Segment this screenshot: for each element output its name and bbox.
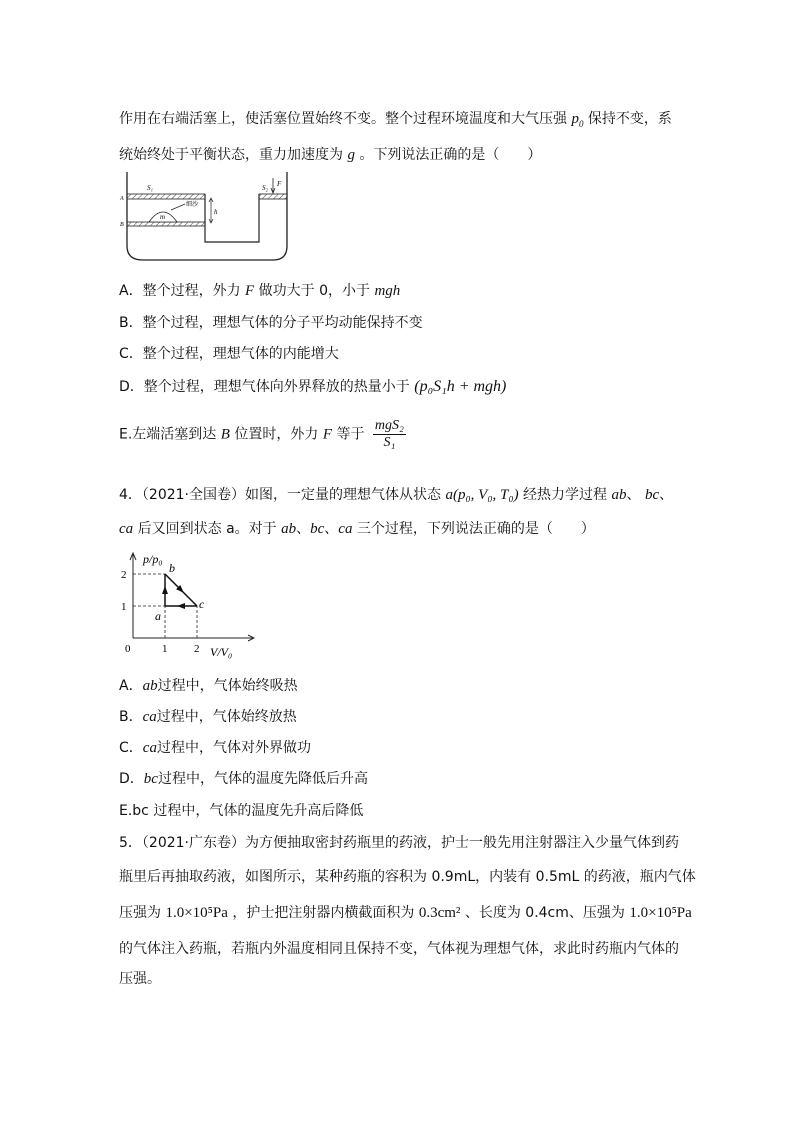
point-label-b: b	[169, 561, 175, 575]
right-piston-S2	[259, 194, 287, 199]
q5-line-3: 压强为 1.0×10⁵Pa ，护士把注射器内横截面积为 0.3cm² 、长度为 0.4cm、压强为 1.0×10⁵Pa	[119, 905, 692, 921]
point-label-a: a	[155, 609, 161, 623]
q5-line-4: 的气体注入药瓶，若瓶内外温度相同且保持不变，气体视为理想气体，求此时药瓶内气体的	[119, 941, 679, 957]
q5-line-5: 压强。	[119, 971, 161, 987]
x-tick-1: 1	[162, 643, 168, 655]
x-axis-label: V/V₀	[210, 645, 233, 659]
label-S1: S₁	[147, 184, 153, 192]
x-tick-0: 0	[125, 643, 131, 655]
point-label-c: c	[199, 597, 205, 611]
label-h: h	[214, 208, 218, 216]
q4-option-B[interactable]: B．ca过程中，气体始终放热	[119, 709, 297, 725]
q4-option-D[interactable]: D．bc过程中，气体的温度先降低后升高	[119, 771, 368, 787]
x-tick-2: 2	[194, 643, 200, 655]
q4-line-2: ca 后又回到状态 a。对于 ab、bc、ca 三个过程，下列说法正确的是（ ）	[119, 521, 595, 537]
q3-option-B[interactable]: B．整个过程，理想气体的分子平均动能保持不变	[119, 315, 423, 331]
q4-option-C[interactable]: C．ca过程中，气体对外界做功	[119, 740, 311, 756]
fraction-mgS2-over-S1: $\frac{\text{mgS₂}}{\text{S₁}}$	[374, 418, 404, 450]
u-tube-inner	[205, 194, 259, 242]
pv-diagram	[113, 548, 263, 663]
label-S2: S₂	[262, 184, 268, 192]
q4-option-A[interactable]: A．ab过程中，气体始终吸热	[119, 678, 298, 694]
q4-line-1: 4．（2021·全国卷）如图，一定量的理想气体从状态 a(p₀, V₀, T₀) 经热力学过程 ab、 bc、	[119, 487, 674, 503]
figure-piston-apparatus	[119, 172, 289, 264]
q3-option-C[interactable]: C．整个过程，理想气体的内能增大	[119, 346, 339, 362]
y-tick-2: 2	[121, 569, 127, 581]
process-ab-arrow	[162, 586, 168, 594]
intro-text-2-end: 。下列说法正确的是（ ）	[359, 147, 542, 163]
label-A: A	[120, 196, 124, 202]
q3-option-E[interactable]: E.左端活塞到达 B 位置时，外力 F 等于 $\frac{\text{mgS₂}}{\text{S₁}}$	[119, 418, 404, 450]
intro-line-2	[119, 146, 541, 164]
label-sand: 细沙	[186, 202, 199, 208]
left-piston-S1	[127, 194, 205, 199]
p0-symbol: $p_0$	[571, 111, 584, 129]
label-B: B	[120, 222, 124, 228]
intro-text-1-end: 保持不变，系	[587, 111, 672, 127]
q3-option-D[interactable]: D．整个过程，理想气体向外界释放的热量小于 (p₀S₁h + mgh)	[119, 378, 507, 395]
y-tick-1: 1	[121, 601, 127, 613]
q4-option-E[interactable]: E.bc 过程中，气体的温度先升高后降低	[119, 803, 364, 819]
intro-line-1	[119, 110, 672, 133]
shelf-B	[127, 222, 205, 226]
label-m: m	[160, 213, 166, 221]
label-F: F	[277, 180, 282, 188]
q5-line-2: 瓶里后再抽取药液，如图所示，某种药瓶的容积为 0.9mL，内装有 0.5mL 的药液，瓶内气体	[119, 869, 696, 885]
y-axis-label: p/p₀	[143, 552, 163, 566]
q5-line-1: 5．（2021·广东卷）为方便抽取密封药瓶里的药液，护士一般先用注射器注入少量气体到药	[119, 835, 679, 851]
g-symbol: g	[347, 147, 355, 163]
intro-text-1: 作用在右端活塞上，使活塞位置始终不变。整个过程环境温度和大气压强	[119, 111, 567, 127]
process-ca-arrow	[177, 603, 185, 609]
intro-text-2: 统始终处于平衡状态，重力加速度为	[119, 147, 343, 163]
q3-option-A[interactable]: A．整个过程，外力 F 做功大于 0，小于 mgh	[119, 283, 401, 299]
